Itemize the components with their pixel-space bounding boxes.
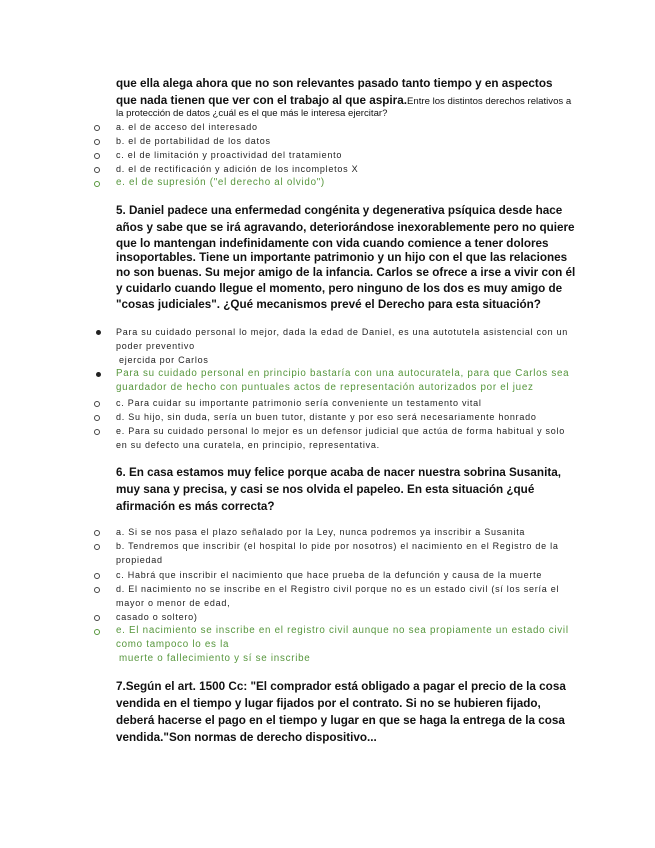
hollow-bullet-icon xyxy=(94,153,100,159)
q4-stem-text: que nada tienen que ver con el trabajo al que aspira. xyxy=(116,94,407,107)
q6-option-b-cont: propiedad xyxy=(116,555,163,565)
q6-option-d: d. El nacimiento no se inscribe en el Registro civil porque no es un estado civil (sí los sería el xyxy=(116,584,560,594)
q6-stem-line: 6. En casa estamos muy felice porque acaba de nacer nuestra sobrina Susanita, xyxy=(116,466,561,479)
q5-option-1: Para su cuidado personal lo mejor, dada la edad de Daniel, es una autotutela asistencial con un xyxy=(116,327,569,337)
q5-option-c: c. Para cuidar su importante patrimonio sería conveniente un testamento vital xyxy=(116,398,482,408)
q5-stem-line: insoportables. Tiene un importante patrimonio y un hijo con el que las relaciones xyxy=(116,251,568,264)
q6-stem-line: afirmación es más correcta? xyxy=(116,500,275,513)
q5-option-e: e. Para su cuidado personal lo mejor es un defensor judicial que actúa de forma habitual y solo xyxy=(116,426,566,436)
hollow-bullet-icon xyxy=(94,139,100,145)
hollow-bullet-icon xyxy=(94,401,100,407)
q6-option-a: a. Si se nos pasa el plazo señalado por la Ley, nunca podremos ya inscribir a Susanita xyxy=(116,527,526,537)
q6-option-b: b. Tendremos que inscribir (el hospital lo pide por nosotros) el nacimiento en el Registro de la xyxy=(116,541,559,551)
hollow-bullet-icon xyxy=(94,573,100,579)
hollow-bullet-icon xyxy=(94,587,100,593)
q4-stem-line: que ella alega ahora que no son relevantes pasado tanto tiempo y en aspectos xyxy=(116,77,553,90)
q7-stem-line: 7.Según el art. 1500 Cc: "El comprador está obligado a pagar el precio de la cosa xyxy=(116,680,566,693)
q7-stem-line: deberá hacerse el pago en el tiempo y lugar en que se haga la entrega de la cosa xyxy=(116,714,565,727)
hollow-bullet-icon xyxy=(94,429,100,435)
q5-stem-line: que lo mantengan indefinidamente con vida cuando comience a tener dolores xyxy=(116,237,549,250)
q5-stem-line: 5. Daniel padece una enfermedad congénita y degenerativa psíquica desde hace xyxy=(116,204,563,217)
hollow-bullet-icon xyxy=(94,615,100,621)
q7-stem-line: vendida."Son normas de derecho dispositivo... xyxy=(116,731,377,744)
q4-option-d: d. el de rectificación y adición de los incompletos X xyxy=(116,164,359,174)
hollow-bullet-icon xyxy=(94,530,100,536)
q5-option-1-cont: poder preventivo xyxy=(116,341,195,351)
q5-stem-line: "cosas judiciales". ¿Qué mecanismos prevé el Derecho para esta situación? xyxy=(116,298,541,311)
hollow-bullet-icon xyxy=(94,544,100,550)
q5-stem-line: y cuidarlo cuando llegue el momento, pero ninguno de los dos es muy amigo de xyxy=(116,282,563,295)
hollow-bullet-icon xyxy=(94,415,100,421)
q5-option-1-cont: ejercida por Carlos xyxy=(119,355,209,365)
hollow-bullet-icon xyxy=(94,125,100,131)
q4-option-b: b. el de portabilidad de los datos xyxy=(116,136,271,146)
q6-option-e-cont: como tampoco lo es la xyxy=(116,639,230,650)
q4-option-a: a. el de acceso del interesado xyxy=(116,122,258,132)
q5-stem-line: no son buenas. Su mejor amigo de la infancia. Carlos se ofrece a irse a vivir con él xyxy=(116,266,576,279)
q4-option-e-correct: e. el de supresión ("el derecho al olvido") xyxy=(116,177,325,188)
q6-option-c: c. Habrá que inscribir el nacimiento que hace prueba de la defunción y causa de la muerte xyxy=(116,570,543,580)
q6-stem-line: muy sana y precisa, y casi se nos olvida el papeleo. En esta situación ¿qué xyxy=(116,483,535,496)
q4-prompt-text: Entre los distintos derechos relativos a xyxy=(406,96,572,107)
q5-option-d: d. Su hijo, sin duda, sería un buen tutor, distante y por eso será necesariamente honrado xyxy=(116,412,537,422)
q6-option-e-cont: muerte o fallecimiento y sí se inscribe xyxy=(119,653,311,664)
q5-stem-line: años y sabe que se irá agravando, deteriorándose inexorablemente pero no quiere xyxy=(116,221,575,234)
q5-option-2-correct: Para su cuidado personal en principio bastaría con una autocuratela, para que Carlos sea xyxy=(116,368,570,379)
hollow-bullet-icon xyxy=(94,167,100,173)
hollow-bullet-icon xyxy=(94,629,100,635)
q5-option-2-cont: guardador de hecho con puntuales actos de representación autorizados por el juez xyxy=(116,382,534,393)
filled-bullet-icon xyxy=(96,372,101,377)
q6-option-d-extra: casado o soltero) xyxy=(116,612,198,622)
q6-option-e-correct: e. El nacimiento se inscribe en el registro civil aunque no sea propiamente un estado civil xyxy=(116,625,569,636)
q5-option-e-cont: en su defecto una curatela, en principio, representativa. xyxy=(116,440,380,450)
hollow-bullet-icon xyxy=(94,181,100,187)
q6-option-d-cont: mayor o menor de edad, xyxy=(116,598,231,608)
q7-stem-line: vendida en el tiempo y lugar fijados por el contrato. Si no se hubieren fijado, xyxy=(116,697,541,710)
q4-option-c: c. el de limitación y proactividad del tratamiento xyxy=(116,150,343,160)
filled-bullet-icon xyxy=(96,330,101,335)
q4-prompt-line: la protección de datos ¿cuál es el que más le interesa ejercitar? xyxy=(116,108,388,119)
